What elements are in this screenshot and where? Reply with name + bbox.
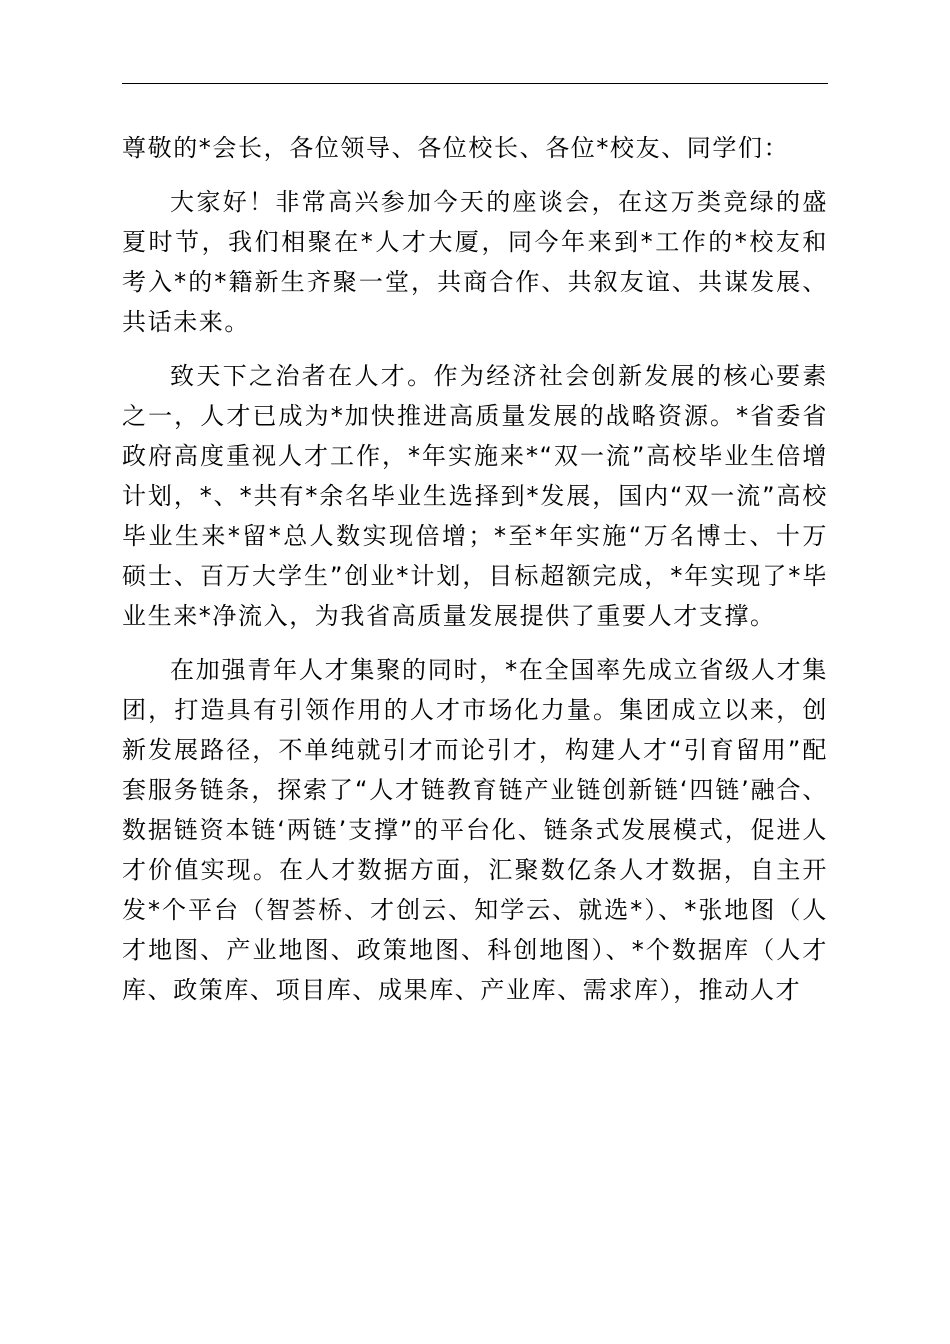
header-rule: [122, 83, 828, 84]
paragraph-talent-group: 在加强青年人才集聚的同时，*在全国率先成立省级人才集团，打造具有引领作用的人才市场化力量。集团成立以来，创新发展路径，不单纯就引才而论引才，构建人才“引育留用”配套服务链条，探索了“人才链教育链产业链创新链‘四链’融合、数据链资本链‘两链’支撑”的平台化、链条式发展模式，促进人才价值实现。在人才数据方面，汇聚数亿条人才数据，自主开发*个平台（智荟桥、才创云、知学云、就选*）、*张地图（人才地图、产业地图、政策地图、科创地图）、*个数据库（人才库、政策库、项目库、成果库、产业库、需求库），推动人才: [122, 656, 828, 1004]
paragraph-talent-policy: 致天下之治者在人才。作为经济社会创新发展的核心要素之一，人才已成为*加快推进高质量发展的战略资源。*省委省政府高度重视人才工作，*年实施来*“双一流”高校毕业生倍增计划，*、*共有*余名毕业生选择到*发展，国内“双一流”高校毕业生来*留*总人数实现倍增；*至*年实施“万名博士、十万硕士、百万大学生”创业*计划，目标超额完成，*年实现了*毕业生来*净流入，为我省高质量发展提供了重要人才支撑。: [122, 362, 828, 630]
document-body: [122, 128, 828, 1010]
salutation: 尊敬的*会长，各位领导、各位校长、各位*校友、同学们：: [122, 134, 790, 162]
paragraph-greeting: 大家好！非常高兴参加今天的座谈会，在这万类竞绿的盛夏时节，我们相聚在*人才大厦，同今年来到*工作的*校友和考入*的*籍新生齐聚一堂，共商合作、共叙友谊、共谋发展、共话未来。: [122, 188, 828, 336]
